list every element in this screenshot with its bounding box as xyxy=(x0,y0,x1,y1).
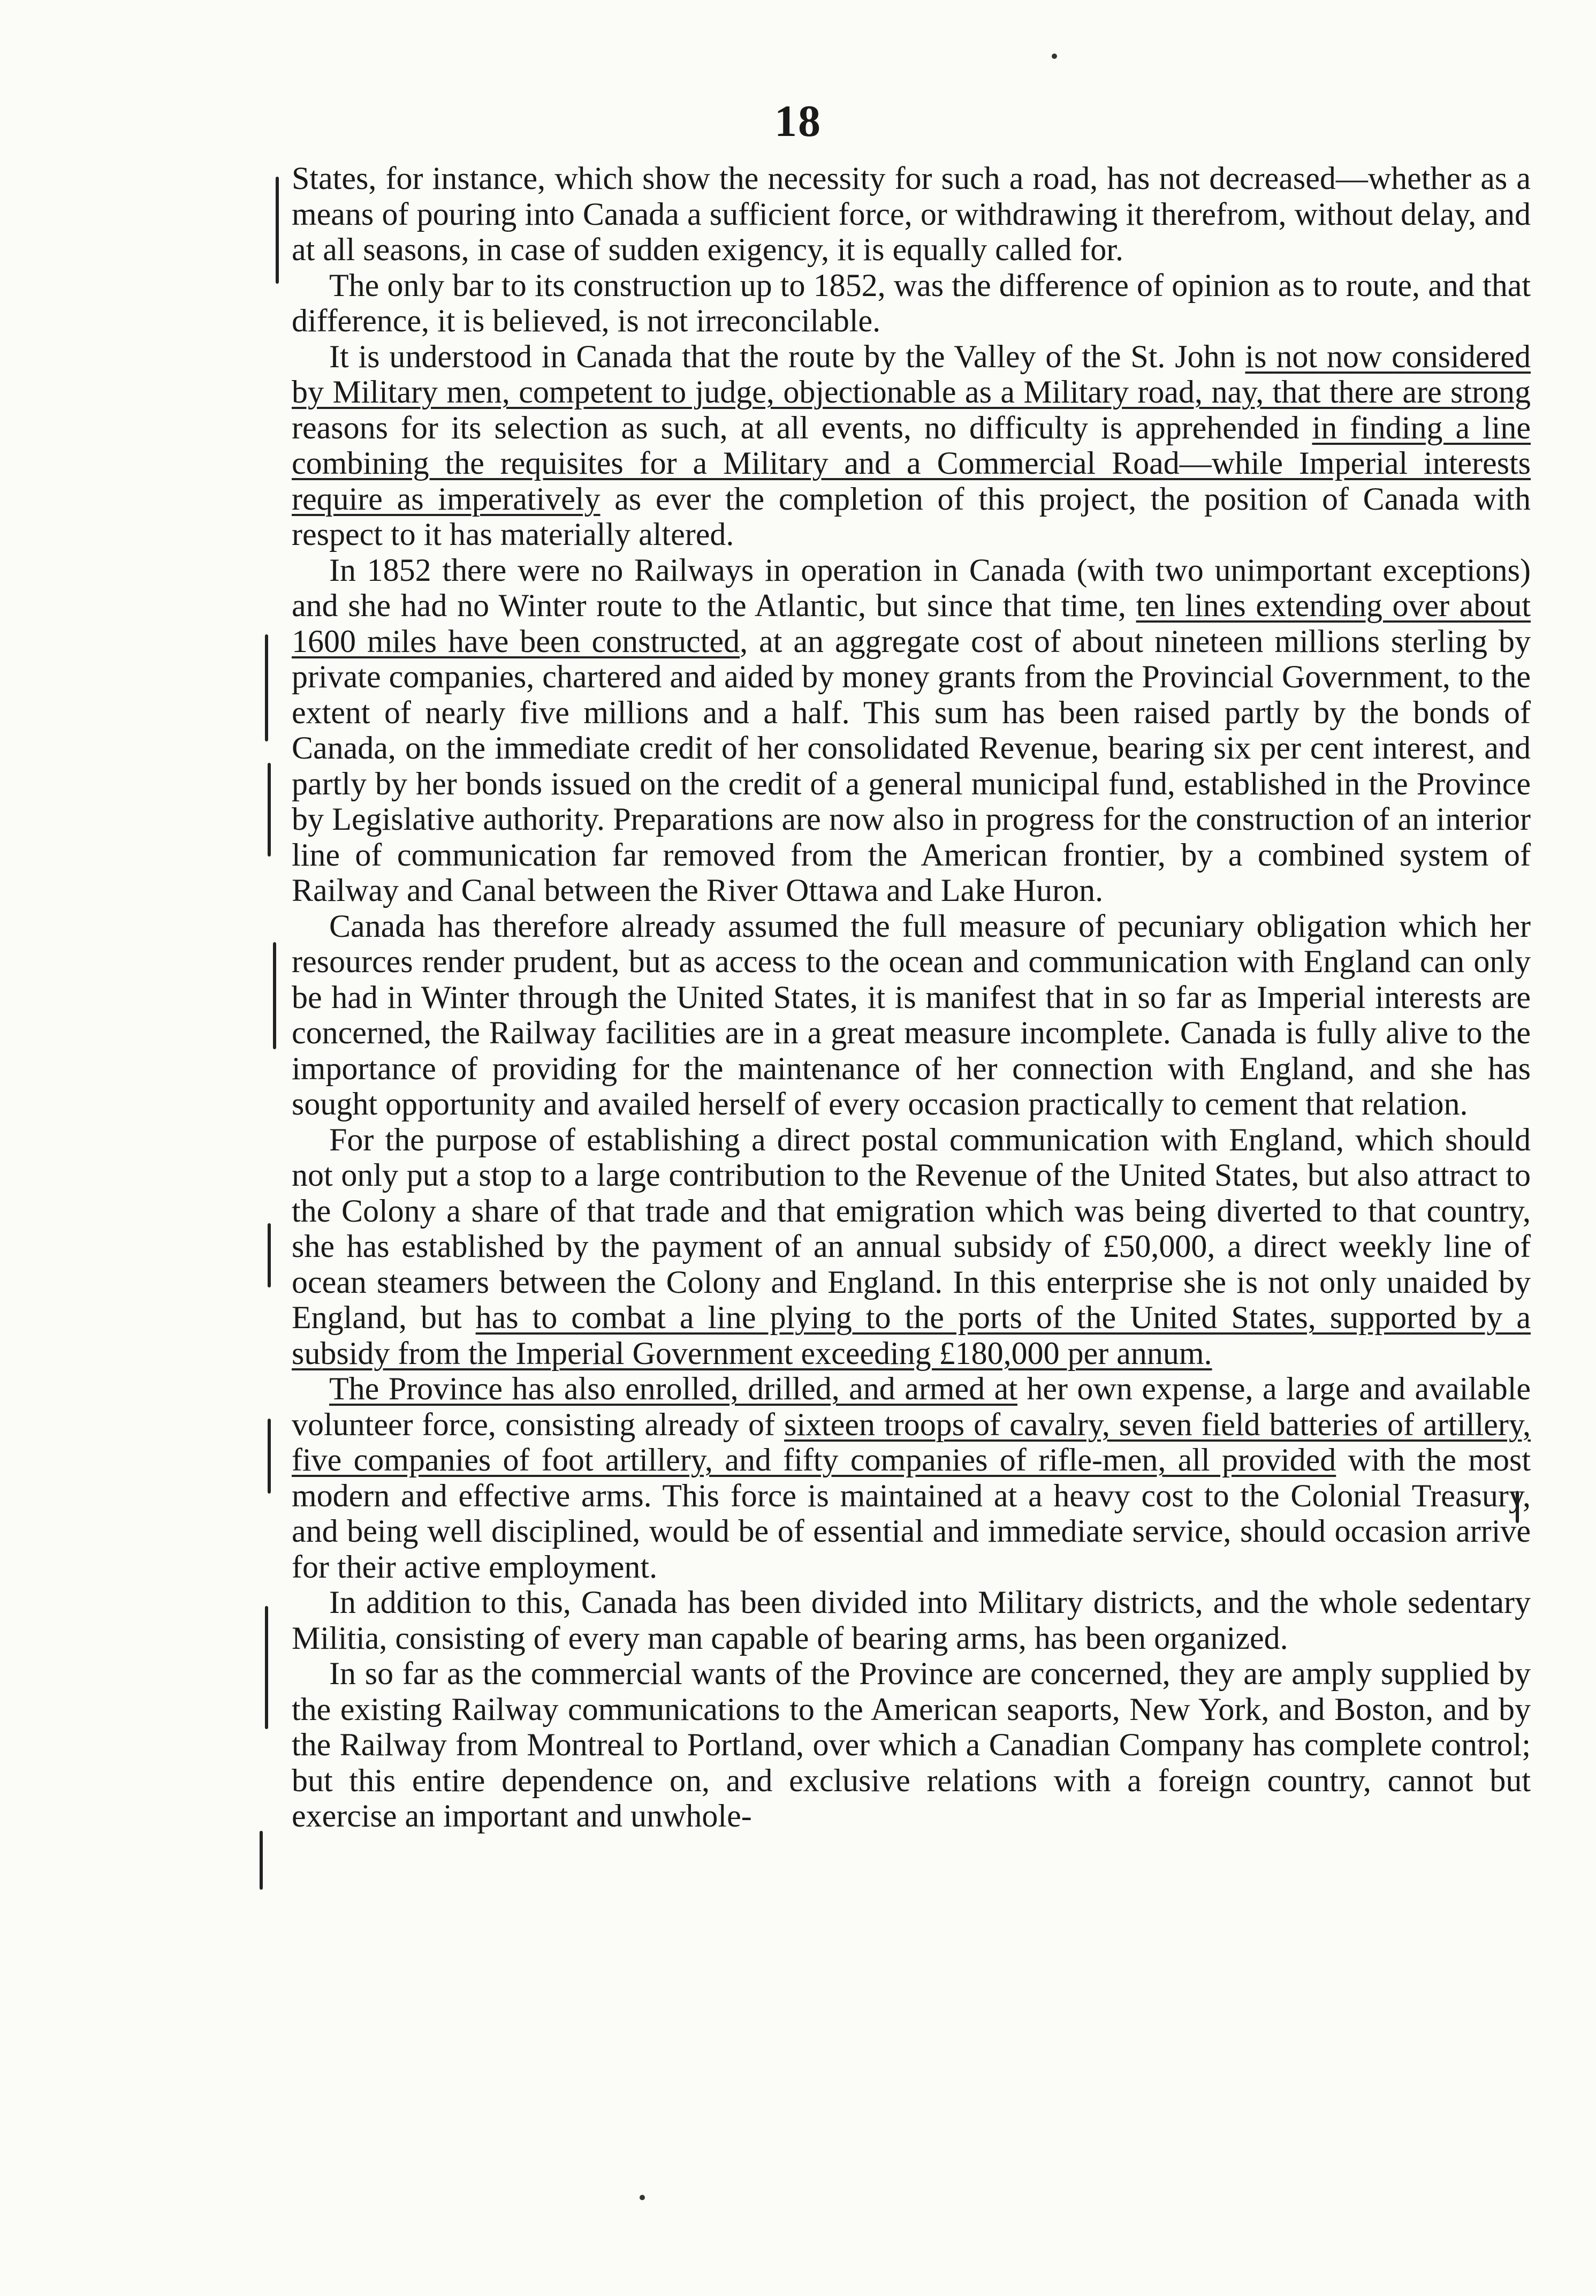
margin-annotation-mark xyxy=(268,1419,271,1494)
text-run: with the most modern and effective arms. This force is maintained at a heavy cost to the Colonial Treasury, and being well disciplined, would be of essential and immediate service, should occasion arrive for their active employment. xyxy=(292,1442,1531,1585)
margin-annotation-mark xyxy=(268,1223,271,1287)
text-run: In so far as the commercial wants of the Province are concerned, they are amply supplied by the existing Railway communications to the American seaports, New York, and Boston, and by the Railway from Montreal to Portland, over which a Canadian Company has complete control; but this entire dependence on, and exclusive relations with a foreign country, cannot but exercise an important and unwhole- xyxy=(292,1656,1531,1833)
page-number: 18 xyxy=(774,96,822,146)
paragraph xyxy=(292,268,1531,339)
text-run: In 1852 there were no Railways in operation in Canada (with two unimportant exceptions) and she had no Winter route to the Atlantic, but since that time, xyxy=(292,552,1531,623)
text-run: , at an aggregate cost of about nineteen millions sterling by private companies, chartered and aided by money grants from the Provincial Government, to the extent of nearly five millions and a half. This sum has been raised partly by the bonds of Canada, on the immediate credit of her consolidated Revenue, bearing six per cent interest, and partly by her bonds issued on the credit of a general municipal fund, established in the Province by Legislative authority. Preparations are now also in progress for the construction of an interior line of communication far removed from the American frontier, by a combined system of Railway and Canal between the River Ottawa and Lake Huron. xyxy=(292,623,1531,908)
underlined-text: The Province has also enrolled, drilled, and armed at xyxy=(329,1371,1017,1406)
margin-annotation-mark xyxy=(268,763,271,857)
margin-annotation-mark xyxy=(260,1831,263,1890)
underlined-text: has to combat a line plying to the ports of the United States, supported by a subsidy from the Imperial Government exceeding £180,000 per annum. xyxy=(292,1300,1531,1371)
paragraph xyxy=(292,1371,1531,1585)
text-run: Canada has therefore already assumed the full measure of pecuniary obligation which her resources render prudent, but as access to the ocean and communication with England can only be had in Winter through the United States, it is manifest that in so far as Imperial interests are concerned, the Railway facilities are in a great measure incomplete. Canada is fully alive to the importance of providing for the maintenance of her connection with England, and she has sought opportunity and availed herself of every occasion practically to cement that relation. xyxy=(292,908,1531,1122)
text-run: The only bar to its construction up to 1852, was the difference of opinion as to route, and that difference, it is believed, is not irreconcilable. xyxy=(292,267,1531,338)
ink-speck xyxy=(1052,54,1057,59)
ink-speck xyxy=(640,2195,645,2200)
margin-annotation-mark xyxy=(265,634,268,741)
text-run: States, for instance, which show the necessity for such a road, has not decreased—whether as a means of pouring into Canada a sufficient force, or withdrawing it therefrom, without delay, and at all seasons, in case of sudden exigency, it is equally called for. xyxy=(292,161,1531,267)
body-text xyxy=(292,161,1531,1834)
margin-annotation-mark xyxy=(276,177,279,284)
text-run: reasons for its selection as such, at all events, no difficulty is apprehended xyxy=(292,410,1312,445)
paragraph xyxy=(292,1122,1531,1371)
text-run: For the purpose of establishing a direct postal communication with England, which should not only put a stop to a large contribution to the Revenue of the United States, but also attract to the Colony a share of that trade and that emigration which was being diverted to that country, she has established by the payment of an annual subsidy of £50,000, a direct weekly line of ocean steamers between the Colony and England. In this enterprise she is not only unaided by England, but xyxy=(292,1122,1531,1335)
margin-annotation-mark xyxy=(265,1606,268,1729)
underlined-text: ten lines extending over about 1600 miles have been constructed xyxy=(292,588,1531,659)
text-run: In addition to this, Canada has been divided into Military districts, and the whole sedentary Militia, consisting of every man capable of bearing arms, has been organized. xyxy=(292,1585,1531,1656)
paragraph xyxy=(292,339,1531,552)
paragraph xyxy=(292,908,1531,1122)
paragraph xyxy=(292,552,1531,908)
paragraph xyxy=(292,1656,1531,1834)
text-run: It is understood in Canada that the route by the Valley of the St. John xyxy=(329,338,1245,374)
text-run: as ever the completion of this project, the position of Canada with respect to it has materially altered. xyxy=(292,481,1531,552)
paragraph xyxy=(292,161,1531,268)
text-run: her own expense, a large and available volunteer force, consisting already of xyxy=(292,1371,1531,1442)
underlined-text: in finding a line combining the requisites for a Military and a Commercial Road—while Imperial interests require as imperatively xyxy=(292,410,1531,517)
underlined-text: sixteen troops of cavalry, seven field batteries of artillery, five companies of foot artillery, and fifty companies of rifle-men, all provided xyxy=(292,1406,1531,1477)
margin-annotation-mark xyxy=(273,942,276,1049)
paragraph xyxy=(292,1585,1531,1656)
underlined-text: is not now considered by Military men, competent to judge, objectionable as a Military road, nay, that there are strong xyxy=(292,338,1531,410)
